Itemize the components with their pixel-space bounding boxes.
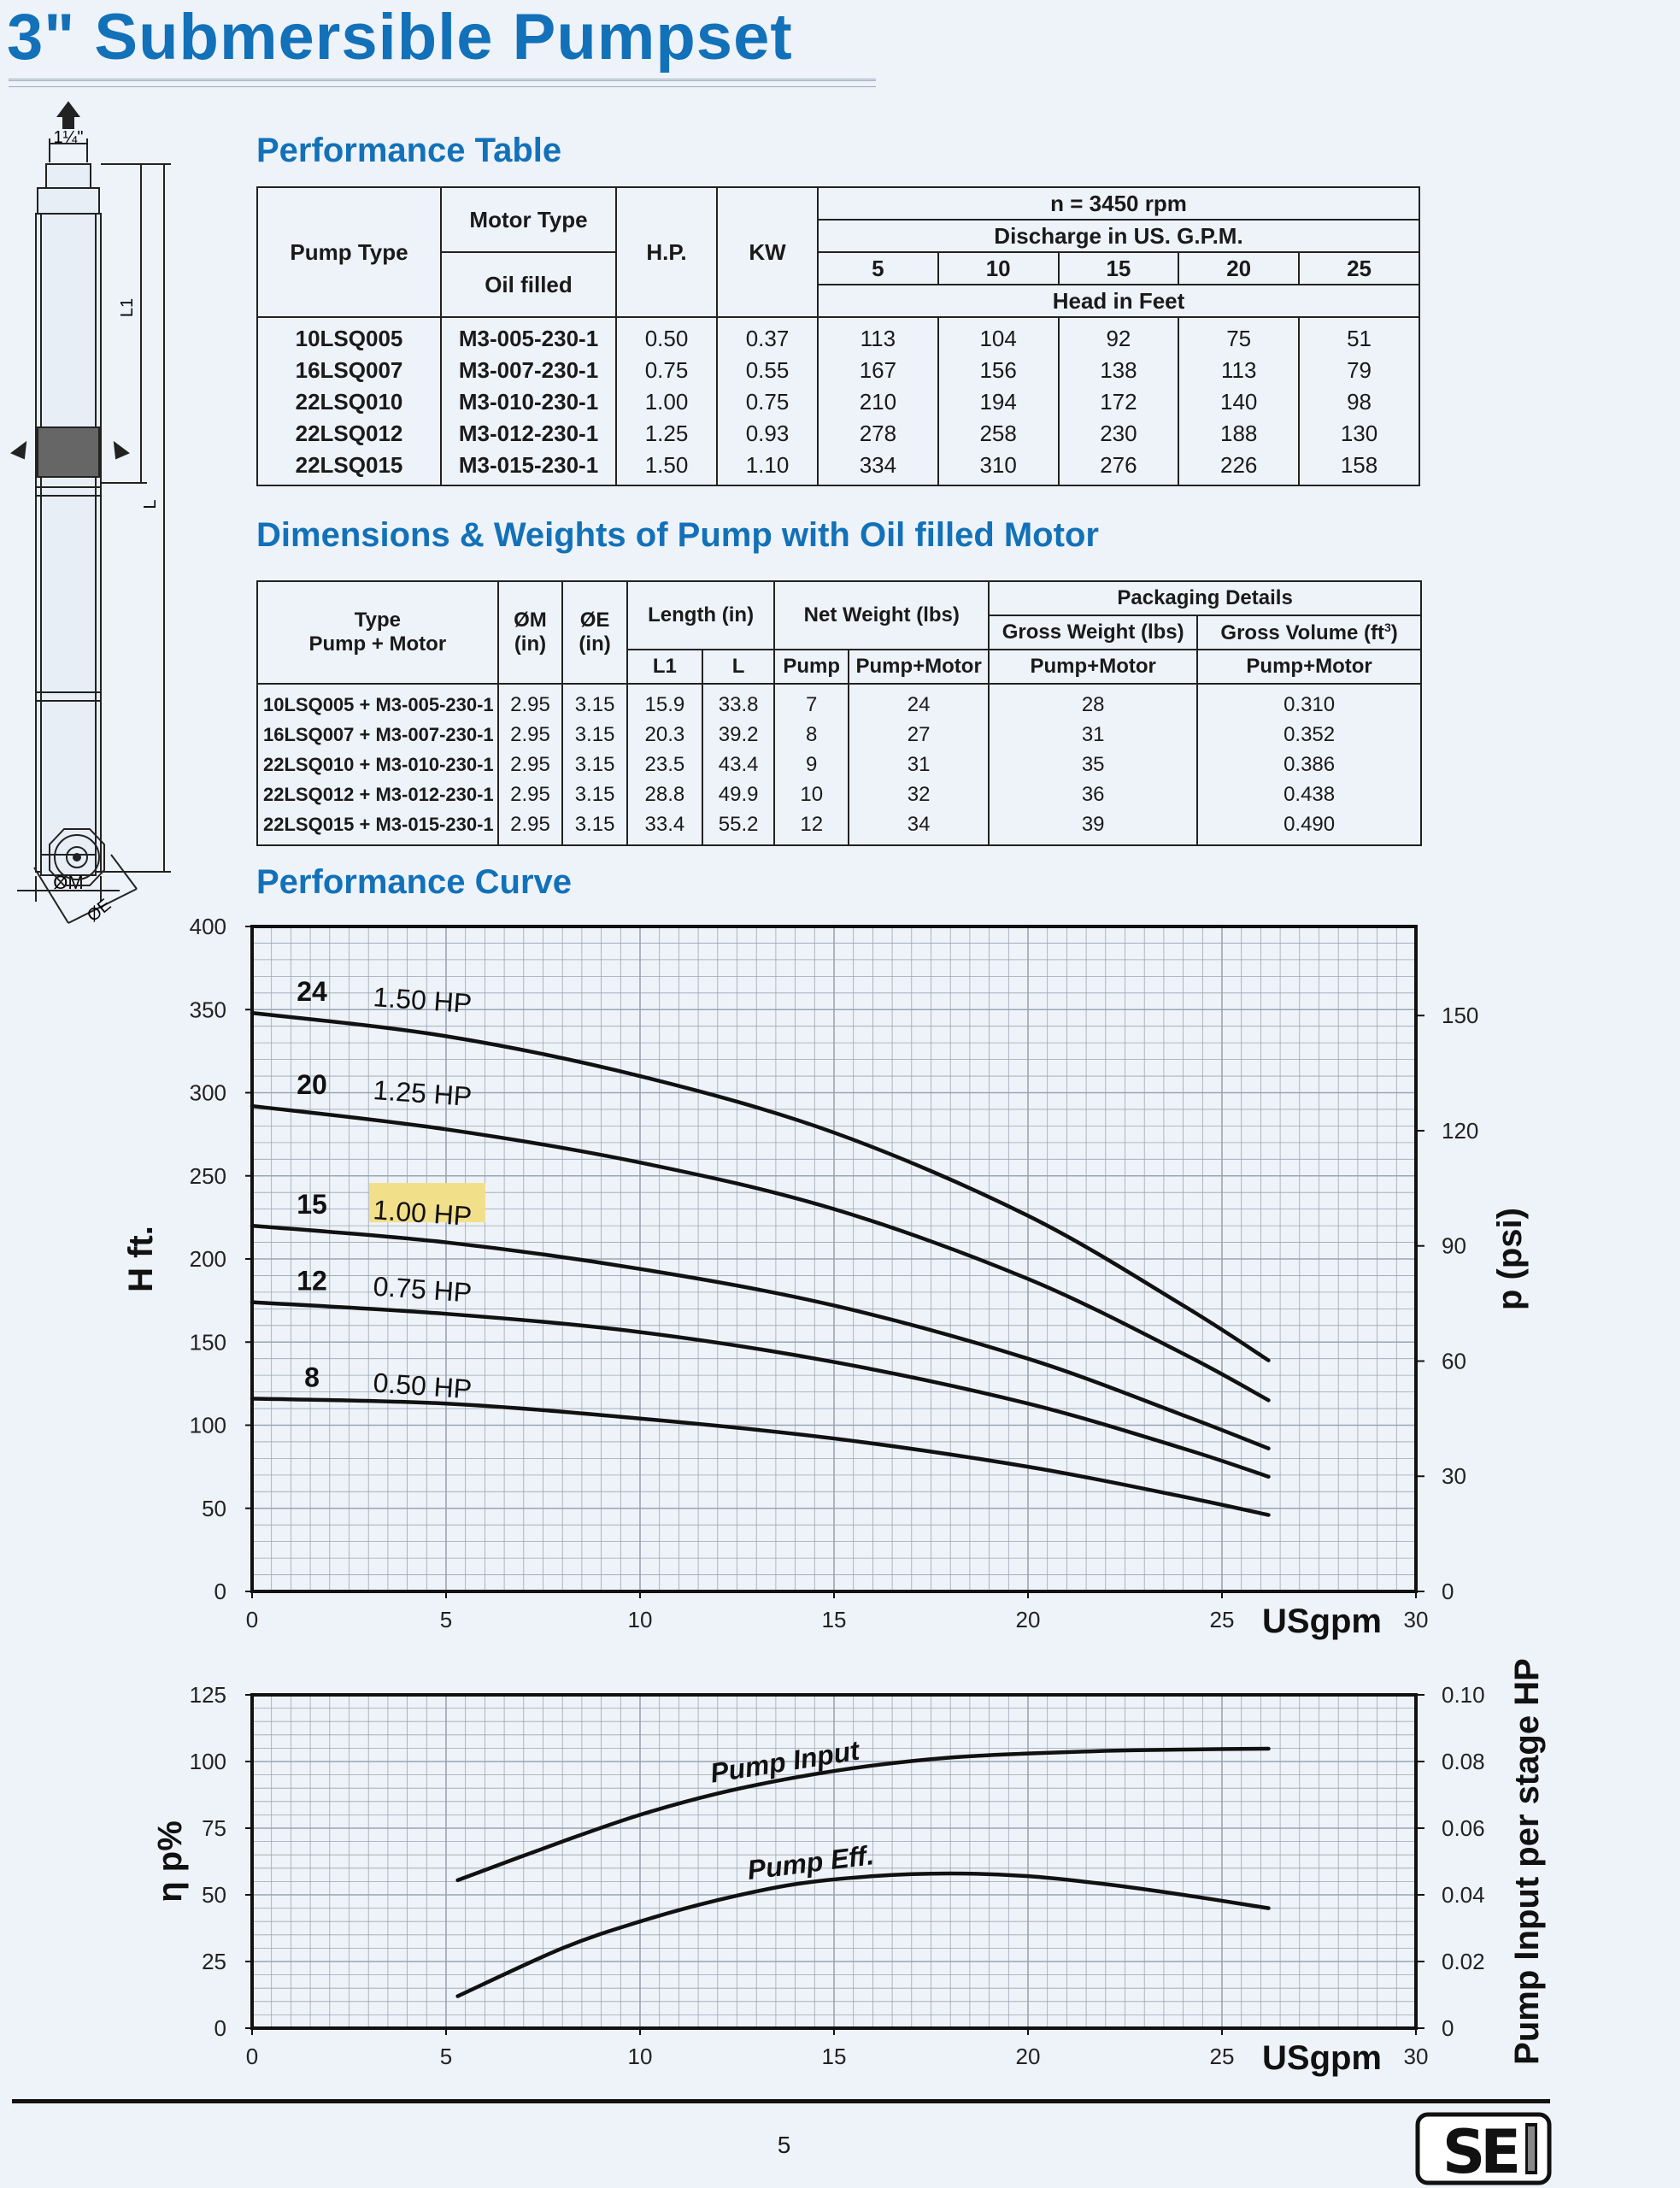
head-header: Head in Feet	[818, 285, 1419, 317]
type-header-line1: Type	[354, 609, 401, 632]
series-label: 1.25 HP	[372, 1074, 473, 1113]
x-tick-label: 15	[821, 2044, 847, 2069]
y2-tick-label: 0	[1442, 1579, 1454, 1604]
performance-curve-title: Performance Curve	[256, 863, 573, 901]
stage-count-label: 24	[297, 976, 327, 1008]
value-cell: 10	[774, 779, 849, 809]
value-cell: 20.3	[627, 720, 702, 750]
value-cell: 75	[1178, 317, 1299, 355]
x-tick-label: 20	[1015, 1607, 1041, 1632]
l-header: L	[702, 650, 774, 684]
motor-type-cell: M3-015-230-1	[441, 450, 616, 485]
value-cell: 1.10	[717, 450, 818, 485]
pump-motor-weight-header: Pump+Motor	[849, 650, 989, 684]
motor-type-cell: M3-012-230-1	[441, 418, 616, 450]
pump-motor-cell: 22LSQ012 + M3-012-230-1	[257, 779, 498, 809]
value-cell: 113	[1178, 355, 1299, 386]
flow-header: 15	[1059, 252, 1179, 285]
value-cell: 28.8	[627, 779, 702, 809]
pump-type-cell: 22LSQ015	[257, 450, 441, 485]
value-cell: 334	[818, 450, 938, 485]
series-label: 1.50 HP	[372, 981, 473, 1020]
y2-tick-label: 0.04	[1442, 1882, 1485, 1908]
value-cell: 23.5	[627, 750, 702, 779]
x-tick-label: 0	[245, 2044, 259, 2069]
pump-motor-cell: 10LSQ005 + M3-005-230-1	[257, 684, 498, 720]
value-cell: 0.37	[717, 317, 818, 355]
value-cell: 79	[1299, 355, 1419, 386]
pump-type-cell: 22LSQ012	[257, 418, 441, 450]
value-cell: 0.386	[1197, 750, 1421, 779]
x-tick-label: 30	[1403, 2044, 1429, 2069]
value-cell: 194	[938, 386, 1059, 418]
pump-motor-cell: 22LSQ010 + M3-010-230-1	[257, 750, 498, 779]
x-tick-label: 5	[439, 1607, 453, 1632]
y-tick-label: 0	[214, 2015, 226, 2041]
net-weight-header: Net Weight (lbs)	[774, 581, 989, 650]
value-cell: 0.310	[1197, 684, 1421, 720]
value-cell: 92	[1059, 317, 1179, 355]
pump-type-cell: 22LSQ010	[257, 386, 441, 418]
value-cell: 1.50	[616, 450, 717, 485]
value-cell: 7	[774, 684, 849, 720]
hp-header: H.P.	[616, 187, 717, 317]
gross-volume-label: Gross Volume (ft	[1220, 621, 1384, 644]
series-label: 0.75 HP	[372, 1270, 473, 1309]
y2-tick-label: 0.06	[1442, 1815, 1485, 1841]
value-cell: 98	[1299, 386, 1419, 418]
length-header: Length (in)	[627, 581, 774, 650]
value-cell: 3.15	[562, 720, 627, 750]
value-cell: 36	[989, 779, 1197, 809]
type-header-line2: Pump + Motor	[308, 632, 447, 656]
value-cell: 226	[1178, 450, 1299, 485]
flow-header: 10	[938, 252, 1059, 285]
value-cell: 0.75	[616, 355, 717, 386]
chart-grid	[252, 926, 1416, 1591]
company-logo	[1414, 2111, 1555, 2186]
gross-volume-sup: 3	[1383, 620, 1391, 634]
motor-type-cell: M3-005-230-1	[441, 317, 616, 355]
y-tick-label: 150	[189, 1329, 226, 1356]
om-header-symbol: ØM	[514, 609, 547, 632]
value-cell: 2.95	[498, 779, 563, 809]
x-tick-label: 10	[627, 1607, 653, 1632]
value-cell: 31	[989, 720, 1197, 750]
l-dim-label: L	[141, 499, 160, 509]
value-cell: 32	[849, 779, 989, 809]
value-cell: 158	[1299, 450, 1419, 485]
value-cell: 188	[1178, 418, 1299, 450]
x-tick-label: 0	[245, 1607, 259, 1632]
y-tick-label: 100	[189, 1749, 226, 1774]
value-cell: 156	[938, 355, 1059, 386]
discharge-header: Discharge in US. G.P.M.	[818, 220, 1419, 252]
performance-table-title: Performance Table	[256, 132, 562, 169]
value-cell: 0.75	[717, 386, 818, 418]
y2-tick-label: 120	[1442, 1117, 1479, 1144]
y2-tick-label: 150	[1442, 1003, 1479, 1029]
value-cell: 3.15	[562, 809, 627, 845]
value-cell: 140	[1178, 386, 1299, 418]
oe-header-symbol: ØE	[579, 609, 610, 632]
x-axis-label: USgpm	[1262, 2039, 1382, 2077]
y2-tick-label: 0	[1442, 2015, 1454, 2041]
value-cell: 27	[849, 720, 989, 750]
gross-weight-sub-header: Pump+Motor	[989, 650, 1197, 684]
value-cell: 39	[989, 809, 1197, 845]
value-cell: 2.95	[498, 750, 563, 779]
series-label: Pump Input	[708, 1734, 861, 1789]
value-cell: 51	[1299, 317, 1419, 355]
value-cell: 49.9	[702, 779, 774, 809]
y-tick-label: 25	[202, 1949, 226, 1974]
value-cell: 2.95	[498, 720, 563, 750]
x-tick-label: 30	[1403, 1607, 1429, 1632]
value-cell: 35	[989, 750, 1197, 779]
value-cell: 0.438	[1197, 779, 1421, 809]
value-cell: 43.4	[702, 750, 774, 779]
value-cell: 2.95	[498, 809, 563, 845]
value-cell: 0.50	[616, 317, 717, 355]
value-cell: 3.15	[562, 684, 627, 720]
value-cell: 258	[938, 418, 1059, 450]
y2-tick-label: 60	[1442, 1348, 1466, 1374]
y-axis-label: H ft.	[122, 1226, 160, 1292]
value-cell: 167	[818, 355, 938, 386]
y-tick-label: 50	[202, 1882, 226, 1908]
series-label: 0.50 HP	[372, 1367, 473, 1405]
gross-weight-header: Gross Weight (lbs)	[989, 615, 1197, 650]
rpm-header: n = 3450 rpm	[818, 187, 1419, 220]
x-tick-label: 25	[1209, 2044, 1235, 2069]
value-cell: 33.4	[627, 809, 702, 845]
pump-type-cell: 16LSQ007	[257, 355, 441, 386]
oe-dim-label: ØE	[84, 895, 115, 926]
pump-weight-header: Pump	[774, 650, 849, 684]
series-label: Pump Eff.	[745, 1839, 876, 1886]
x-axis-label: USgpm	[1262, 1603, 1382, 1640]
value-cell: 113	[818, 317, 938, 355]
x-tick-label: 5	[439, 2044, 453, 2069]
value-cell: 31	[849, 750, 989, 779]
x-tick-label: 10	[627, 2044, 653, 2069]
value-cell: 310	[938, 450, 1059, 485]
value-cell: 34	[849, 809, 989, 845]
value-cell: 210	[818, 386, 938, 418]
motor-type-cell: M3-010-230-1	[441, 386, 616, 418]
value-cell: 276	[1059, 450, 1179, 485]
y2-axis-label: p (psi)	[1491, 1208, 1529, 1310]
flow-header: 20	[1178, 252, 1299, 285]
y-tick-label: 100	[189, 1412, 226, 1438]
y-axis-label: η p%	[151, 1820, 189, 1903]
stage-count-label: 12	[297, 1265, 327, 1297]
top-dim-label: 1¼"	[53, 128, 84, 147]
l1-header: L1	[627, 650, 702, 684]
om-dim-label: ØM	[53, 872, 84, 893]
value-cell: 3.15	[562, 750, 627, 779]
l1-dim-label: L1	[118, 297, 137, 318]
series-label: 1.00 HP	[372, 1194, 473, 1232]
value-cell: 1.00	[616, 386, 717, 418]
value-cell: 130	[1299, 418, 1419, 450]
value-cell: 0.93	[717, 418, 818, 450]
value-cell: 104	[938, 317, 1059, 355]
value-cell: 24	[849, 684, 989, 720]
dimensions-table-title: Dimensions & Weights of Pump with Oil filled Motor	[256, 516, 1099, 554]
page-number: 5	[777, 2132, 791, 2158]
y-tick-label: 250	[189, 1162, 226, 1189]
y-tick-label: 400	[189, 914, 226, 939]
stage-count-label: 20	[297, 1069, 327, 1101]
value-cell: 3.15	[562, 779, 627, 809]
stage-count-label: 15	[297, 1189, 327, 1220]
x-tick-label: 25	[1209, 1607, 1235, 1632]
y2-tick-label: 0.08	[1442, 1749, 1485, 1774]
flow-header: 25	[1299, 252, 1419, 285]
y2-tick-label: 90	[1442, 1232, 1466, 1259]
y2-tick-label: 0.02	[1442, 1949, 1485, 1974]
motor-type-header: Motor Type	[441, 187, 616, 252]
value-cell: 33.8	[702, 684, 774, 720]
value-cell: 0.490	[1197, 809, 1421, 845]
value-cell: 55.2	[702, 809, 774, 845]
value-cell: 172	[1059, 386, 1179, 418]
pump-motor-cell: 22LSQ015 + M3-015-230-1	[257, 809, 498, 845]
kw-header: KW	[717, 187, 818, 317]
y-tick-label: 300	[189, 1079, 226, 1106]
y-tick-label: 200	[189, 1246, 226, 1272]
y-tick-label: 0	[214, 1579, 226, 1604]
page-title: 3" Submersible Pumpset	[7, 1, 793, 74]
value-cell: 39.2	[702, 720, 774, 750]
y-tick-label: 125	[189, 1682, 226, 1708]
flow-header: 5	[818, 252, 938, 285]
series-line	[252, 1398, 1268, 1515]
value-cell: 278	[818, 418, 938, 450]
pump-type-cell: 10LSQ005	[257, 317, 441, 355]
y-tick-label: 50	[202, 1495, 226, 1521]
svg-text:SE: SE	[1442, 2117, 1517, 2186]
oil-filled-header: Oil filled	[441, 252, 616, 317]
value-cell: 230	[1059, 418, 1179, 450]
packaging-header: Packaging Details	[989, 581, 1421, 615]
value-cell: 8	[774, 720, 849, 750]
value-cell: 9	[774, 750, 849, 779]
value-cell: 12	[774, 809, 849, 845]
y2-tick-label: 30	[1442, 1463, 1466, 1490]
value-cell: 2.95	[498, 684, 563, 720]
value-cell: 28	[989, 684, 1197, 720]
footer-rule	[12, 2099, 1550, 2103]
y2-tick-label: 0.10	[1442, 1682, 1485, 1708]
gross-volume-sub-header: Pump+Motor	[1197, 650, 1421, 684]
x-tick-label: 20	[1015, 2044, 1041, 2069]
series-line	[252, 1106, 1268, 1400]
y-tick-label: 75	[202, 1815, 226, 1841]
x-tick-label: 15	[821, 1607, 847, 1632]
pump-motor-cell: 16LSQ007 + M3-007-230-1	[257, 720, 498, 750]
om-header-unit: (in)	[514, 632, 547, 656]
pump-type-header: Pump Type	[257, 187, 441, 317]
y2-axis-label: Pump Input per stage HP	[1508, 1658, 1546, 2065]
y-tick-label: 350	[189, 997, 226, 1023]
gross-volume-close: )	[1390, 621, 1398, 644]
motor-type-cell: M3-007-230-1	[441, 355, 616, 386]
value-cell: 138	[1059, 355, 1179, 386]
oe-header-unit: (in)	[579, 632, 611, 656]
value-cell: 0.55	[717, 355, 818, 386]
stage-count-label: 8	[304, 1362, 320, 1393]
value-cell: 1.25	[616, 418, 717, 450]
value-cell: 0.352	[1197, 720, 1421, 750]
value-cell: 15.9	[627, 684, 702, 720]
